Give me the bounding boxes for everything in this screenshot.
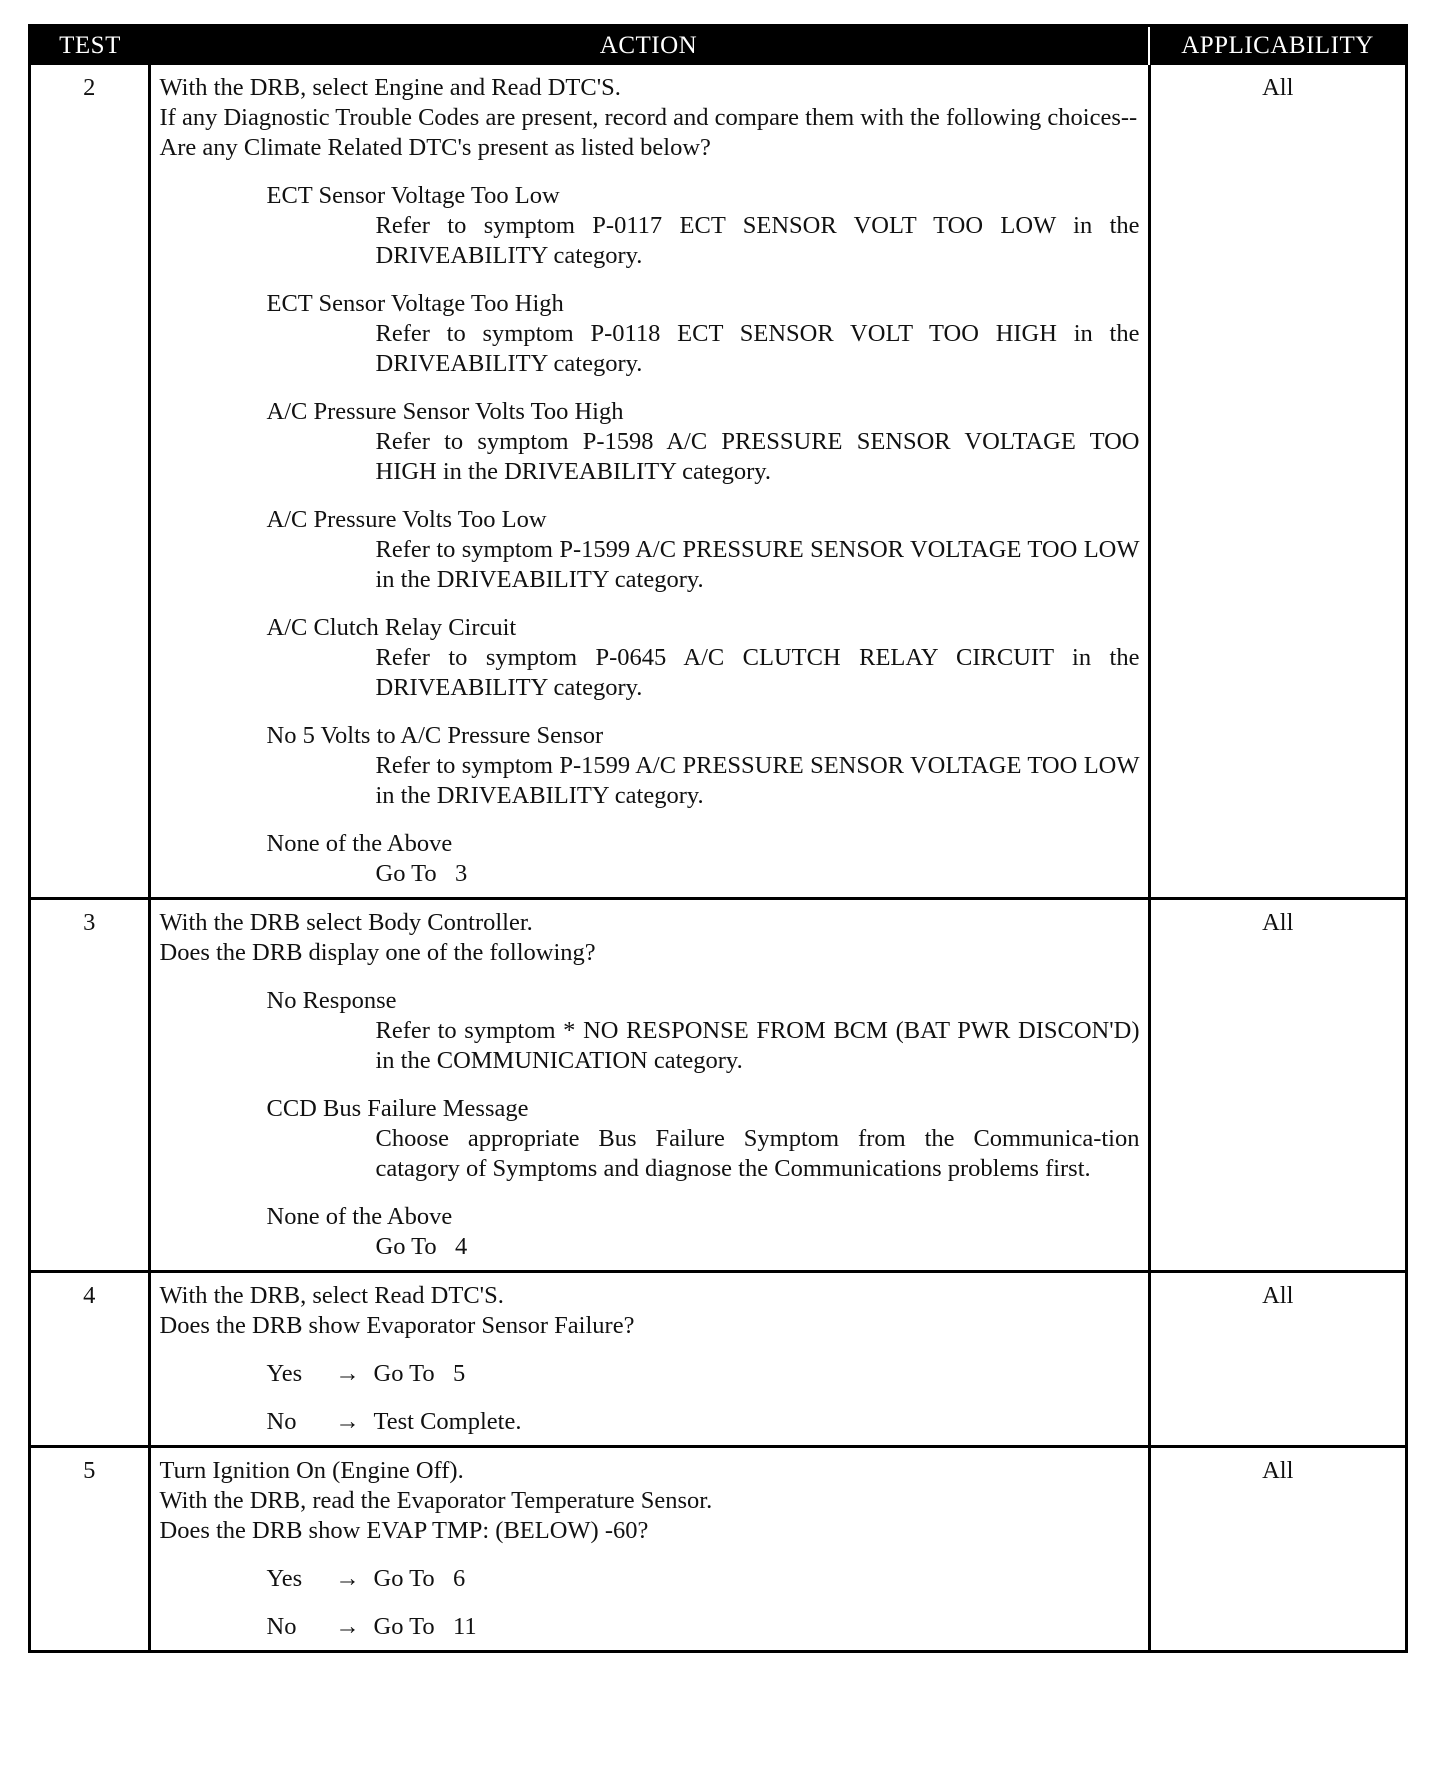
instruction-line: Does the DRB display one of the following? [159, 939, 596, 966]
choice-label: None of the Above [266, 1203, 453, 1230]
arrow-right-icon: → [335, 1408, 360, 1435]
answer-branch [160, 1407, 1140, 1437]
choice-option [160, 505, 1140, 595]
choice-detail: Choose appropriate Bus Failure Symptom from the Communica-tion catagory of Symptoms and diagnose the Communications problems first. [375, 1125, 1140, 1182]
test-number: 2 [31, 65, 149, 899]
choice-label: CCD Bus Failure Message [266, 1095, 529, 1122]
answer-result: Go To 6 [373, 1565, 466, 1592]
choice-label: No Response [266, 987, 397, 1014]
answer-key: Yes [266, 1360, 303, 1387]
header-row [31, 27, 1405, 65]
diagnostic-table-sheet [28, 24, 1408, 1653]
answer-result: Go To 5 [373, 1360, 466, 1387]
instruction-line: Are any Climate Related DTC's present as listed below? [159, 134, 711, 161]
test-number: 5 [31, 1447, 149, 1651]
choice-label: A/C Pressure Sensor Volts Too High [266, 398, 624, 425]
instruction-line: With the DRB, read the Evaporator Temperature Sensor. [159, 1487, 713, 1514]
arrow-right-icon: → [335, 1565, 360, 1592]
table-body [31, 65, 1405, 1650]
test-number: 4 [31, 1272, 149, 1447]
choice-detail: Go To 4 [375, 1233, 468, 1260]
header-action: ACTION [149, 27, 1149, 65]
instruction-line: With the DRB, select Engine and Read DTC'S. [159, 74, 621, 101]
answer-key: Yes [266, 1565, 303, 1592]
choice-option [160, 397, 1140, 487]
table-row [31, 65, 1405, 899]
instruction-line: Does the DRB show EVAP TMP: (BELOW) -60? [159, 1517, 649, 1544]
instruction-line: With the DRB select Body Controller. [159, 909, 533, 936]
instruction-line: If any Diagnostic Trouble Codes are present, record and compare them with the following choices-- [159, 104, 1138, 131]
choice-detail: Go To 3 [375, 860, 468, 887]
choice-option [160, 613, 1140, 703]
action-cell [149, 1272, 1149, 1447]
instruction-line: Turn Ignition On (Engine Off). [159, 1457, 464, 1484]
header-applicability: APPLICABILITY [1149, 27, 1405, 65]
applicability-value: All [1149, 899, 1405, 1272]
choice-label: No 5 Volts to A/C Pressure Sensor [266, 722, 604, 749]
choice-label: A/C Clutch Relay Circuit [266, 614, 517, 641]
applicability-value: All [1149, 65, 1405, 899]
choice-detail: Refer to symptom P-0645 A/C CLUTCH RELAY CIRCUIT in the DRIVEABILITY category. [375, 644, 1140, 701]
choice-detail: Refer to symptom P-0117 ECT SENSOR VOLT TOO LOW in the DRIVEABILITY category. [375, 212, 1140, 269]
choice-option [160, 986, 1140, 1076]
action-cell [149, 899, 1149, 1272]
choice-label: None of the Above [266, 830, 453, 857]
choice-label: A/C Pressure Volts Too Low [266, 506, 547, 533]
answer-result: Test Complete. [373, 1408, 522, 1435]
test-number: 3 [31, 899, 149, 1272]
answer-branch [160, 1564, 1140, 1594]
choice-option [160, 829, 1140, 889]
table-row [31, 899, 1405, 1272]
table-row [31, 1447, 1405, 1651]
answer-key: No [266, 1613, 297, 1640]
choice-label: ECT Sensor Voltage Too High [266, 290, 564, 317]
choice-detail: Refer to symptom P-1599 A/C PRESSURE SENSOR VOLTAGE TOO LOW in the DRIVEABILITY category. [375, 536, 1140, 593]
action-cell [149, 65, 1149, 899]
choice-detail: Refer to symptom P-1598 A/C PRESSURE SENSOR VOLTAGE TOO HIGH in the DRIVEABILITY category. [375, 428, 1140, 485]
choice-detail: Refer to symptom P-1599 A/C PRESSURE SENSOR VOLTAGE TOO LOW in the DRIVEABILITY category. [375, 752, 1140, 809]
answer-result: Go To 11 [373, 1613, 477, 1640]
choice-option [160, 721, 1140, 811]
applicability-value: All [1149, 1447, 1405, 1651]
arrow-right-icon: → [335, 1613, 360, 1640]
action-cell [149, 1447, 1149, 1651]
choice-option [160, 1094, 1140, 1184]
instruction-line: Does the DRB show Evaporator Sensor Failure? [159, 1312, 635, 1339]
arrow-right-icon: → [335, 1360, 360, 1387]
choice-detail: Refer to symptom * NO RESPONSE FROM BCM (BAT PWR DISCON'D) in the COMMUNICATION category. [375, 1017, 1140, 1074]
diagnostic-table [31, 27, 1405, 1650]
answer-branch [160, 1359, 1140, 1389]
applicability-value: All [1149, 1272, 1405, 1447]
choice-detail: Refer to symptom P-0118 ECT SENSOR VOLT TOO HIGH in the DRIVEABILITY category. [375, 320, 1140, 377]
choice-option [160, 289, 1140, 379]
instruction-line: With the DRB, select Read DTC'S. [159, 1282, 504, 1309]
header-test: TEST [31, 27, 149, 65]
choice-label: ECT Sensor Voltage Too Low [266, 182, 560, 209]
choice-option [160, 1202, 1140, 1262]
answer-key: No [266, 1408, 297, 1435]
choice-option [160, 181, 1140, 271]
answer-branch [160, 1612, 1140, 1642]
table-row [31, 1272, 1405, 1447]
